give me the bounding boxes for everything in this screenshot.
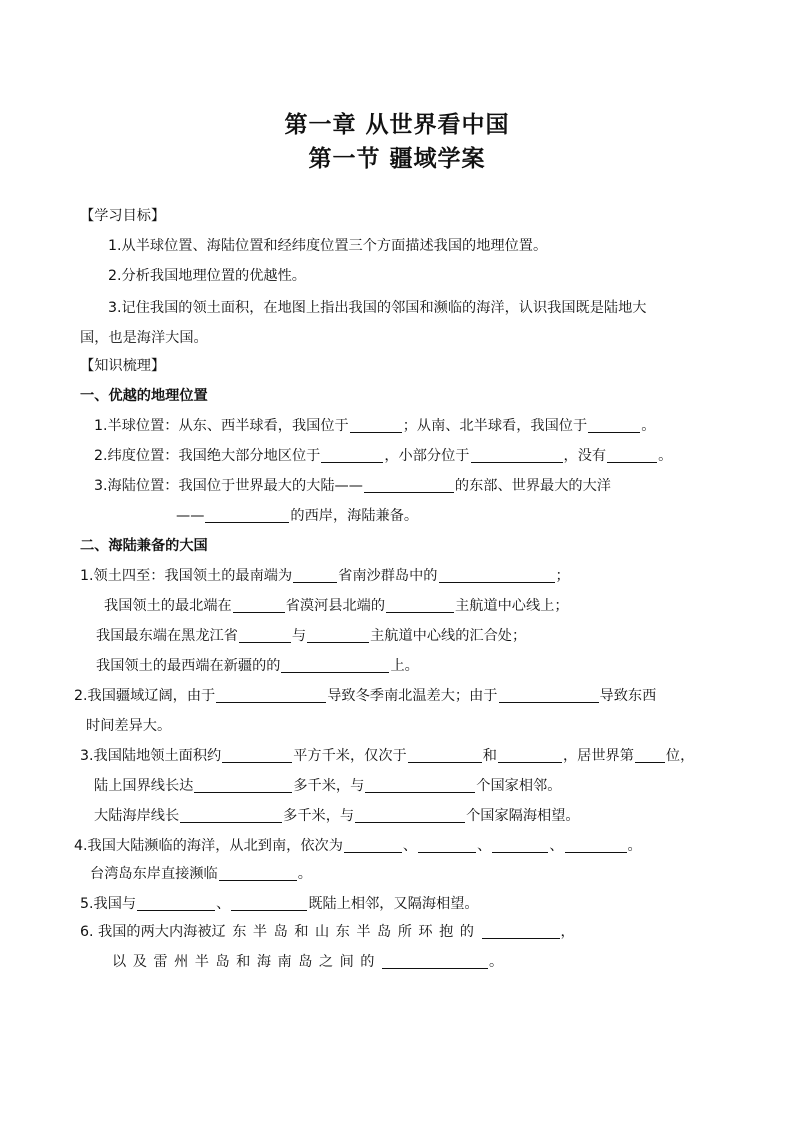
answer-blank[interactable]: [607, 448, 657, 463]
answer-blank[interactable]: [439, 568, 555, 583]
answer-blank[interactable]: [231, 896, 307, 911]
answer-blank[interactable]: [471, 448, 563, 463]
page-subtitle: 第一节 疆域学案: [308, 146, 486, 172]
answer-blank[interactable]: [418, 838, 476, 853]
answer-blank[interactable]: [408, 748, 482, 763]
answer-blank[interactable]: [350, 418, 402, 433]
answer-blank[interactable]: [180, 808, 282, 823]
answer-blank[interactable]: [219, 866, 297, 881]
answer-blank[interactable]: [222, 748, 292, 763]
answer-blank[interactable]: [307, 628, 369, 643]
answer-blank[interactable]: [565, 838, 627, 853]
answer-blank[interactable]: [321, 448, 383, 463]
answer-blank[interactable]: [293, 568, 337, 583]
s1-line-latitude: 2.纬度位置：我国绝大部分地区位于 ，小部分位于 ，没有 。: [94, 448, 673, 464]
answer-blank[interactable]: [355, 808, 465, 823]
q3-line-a: 3.我国陆地领土面积约 平方千米，仅次于 和 ，居世界第 位，: [80, 748, 695, 764]
objective-3-cont: 国，也是海洋大国。: [80, 330, 208, 346]
answer-blank[interactable]: [364, 478, 454, 493]
q5-line: 5.我国与 、 既陆上相邻，又隔海相望。: [80, 896, 479, 912]
answer-blank[interactable]: [239, 628, 291, 643]
answer-blank[interactable]: [205, 508, 289, 523]
s1-line-sea-land: 3.海陆位置：我国位于世界最大的大陆—— 的东部、世界最大的大洋: [94, 478, 611, 494]
q6-line-a: 6. 我国的两大内海被辽东半岛和山东半岛所环抱的 ，: [80, 924, 575, 940]
answer-blank[interactable]: [386, 598, 454, 613]
objective-1: 1.从半球位置、海陆位置和经纬度位置三个方面描述我国的地理位置。: [108, 238, 548, 254]
q4-line-a: 4.我国大陆濒临的海洋，从北到南，依次为 、 、 、 。: [74, 838, 642, 854]
answer-blank[interactable]: [281, 658, 389, 673]
section-2-heading: 二、海陆兼备的大国: [80, 538, 208, 554]
answer-blank[interactable]: [482, 924, 560, 939]
q3-line-c: 大陆海岸线长 多千米，与 个国家隔海相望。: [94, 808, 580, 824]
answer-blank[interactable]: [365, 778, 475, 793]
objective-2: 2.分析我国地理位置的优越性。: [108, 268, 306, 284]
s1-line-hemisphere: 1.半球位置：从东、西半球看，我国位于 ；从南、北半球看，我国位于 。: [94, 418, 656, 434]
objectives-heading: 【学习目标】: [80, 208, 166, 224]
objective-3: 3.记住我国的领土面积，在地图上指出我国的邻国和濒临的海洋，认识我国既是陆地大: [108, 300, 647, 316]
q1-line-b: 我国领土的最北端在 省漠河县北端的 主航道中心线上；: [104, 598, 569, 614]
q1-line-c: 我国最东端在黑龙江省 与 主航道中心线的汇合处；: [96, 628, 527, 644]
answer-blank[interactable]: [233, 598, 285, 613]
s1-line-sea-land-cont: —— 的西岸，海陆兼备。: [176, 508, 419, 524]
answer-blank[interactable]: [588, 418, 640, 433]
answer-blank[interactable]: [344, 838, 402, 853]
q2-line-b: 时间差异大。: [86, 718, 172, 734]
page-title: 第一章 从世界看中国: [284, 112, 510, 138]
answer-blank[interactable]: [635, 748, 665, 763]
answer-blank[interactable]: [216, 688, 326, 703]
q1-line-a: 1.领土四至：我国领土的最南端为 省南沙群岛中的 ；: [80, 568, 570, 584]
q1-line-d: 我国领土的最西端在新疆的的 上。: [96, 658, 419, 674]
answer-blank[interactable]: [382, 954, 488, 969]
answer-blank[interactable]: [498, 748, 562, 763]
answer-blank[interactable]: [492, 838, 548, 853]
answer-blank[interactable]: [137, 896, 215, 911]
knowledge-heading: 【知识梳理】: [80, 358, 166, 374]
q2-line-a: 2.我国疆域辽阔，由于 导致冬季南北温差大；由于 导致东西: [74, 688, 657, 704]
q3-line-b: 陆上国界线长达 多千米，与 个国家相邻。: [94, 778, 562, 794]
q4-line-b: 台湾岛东岸直接濒临 。: [90, 866, 312, 882]
answer-blank[interactable]: [194, 778, 292, 793]
q6-line-b: 以及雷州半岛和海南岛之间的 。: [112, 954, 504, 970]
section-1-heading: 一、优越的地理位置: [80, 388, 208, 404]
answer-blank[interactable]: [499, 688, 599, 703]
